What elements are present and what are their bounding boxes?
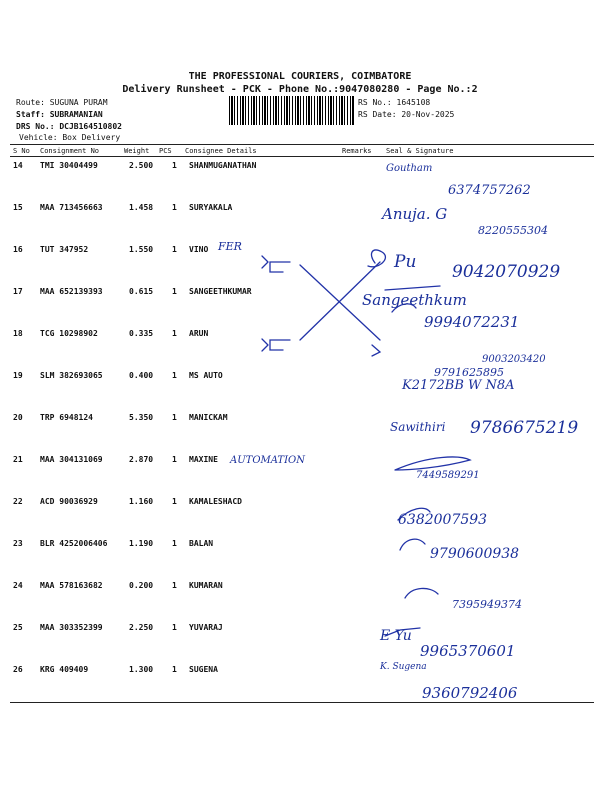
pieces: 1 [172, 287, 177, 296]
handwritten-phone: 8220555304 [478, 224, 548, 237]
drs-number: DRS No.: DCJB164510802 [16, 122, 122, 131]
col-seal-signature: Seal & Signature [386, 147, 454, 155]
pieces: 1 [172, 497, 177, 506]
col-sno: S No [13, 147, 30, 155]
handwritten-name: Anuja. G [382, 205, 448, 223]
vehicle-label: Vehicle: Box Delivery [19, 133, 121, 142]
col-pcs: PCS [159, 147, 172, 155]
handwritten-phone: 6382007593 [398, 512, 488, 528]
consignment-number: ACD 90036929 [40, 497, 98, 506]
weight: 1.300 [129, 665, 154, 674]
consignee-name: ARUN [189, 329, 209, 338]
pieces: 1 [172, 581, 177, 590]
consignment-number: TRP 6948124 [40, 413, 93, 422]
col-consignee: Consignee Details [185, 147, 257, 155]
document-subtitle: Delivery Runsheet - PCK - Phone No.:9047080280 - Page No.:2 [122, 84, 478, 95]
handwritten-note: FER [218, 240, 242, 253]
handwritten-phone: 9042070929 [452, 262, 561, 282]
pieces: 1 [172, 455, 177, 464]
consignment-number: SLM 382693065 [40, 371, 103, 380]
handwritten-name: E Yu [380, 628, 412, 644]
weight: 2.250 [129, 623, 154, 632]
pieces: 1 [172, 329, 177, 338]
consignment-number: TMI 30404499 [40, 161, 98, 170]
consignment-number: TCG 10298902 [40, 329, 98, 338]
handwritten-phone: 7395949374 [452, 598, 522, 611]
serial-number: 18 [13, 329, 23, 338]
consignment-number: MAA 652139393 [40, 287, 103, 296]
pieces: 1 [172, 539, 177, 548]
consignee-name: MANICKAM [189, 413, 228, 422]
serial-number: 20 [13, 413, 23, 422]
rs-number: RS No.: 1645108 [358, 98, 431, 107]
handwritten-note: AUTOMATION [230, 455, 305, 466]
serial-number: 25 [13, 623, 23, 632]
serial-number: 17 [13, 287, 23, 296]
consignee-name: YUVARAJ [189, 623, 223, 632]
serial-number: 26 [13, 665, 23, 674]
consignment-number: MAA 304131069 [40, 455, 103, 464]
handwritten-phone: 9003203420 [482, 354, 546, 365]
col-weight: Weight [124, 147, 150, 155]
handwritten-name: K. Sugena [380, 662, 427, 672]
col-consignment: Consignment No [40, 147, 100, 155]
weight: 0.200 [129, 581, 154, 590]
serial-number: 15 [13, 203, 23, 212]
staff-label: Staff: SUBRAMANIAN [16, 110, 103, 119]
handwritten-phone: 6374757262 [448, 183, 531, 198]
consignee-name: KAMALESHACD [189, 497, 242, 506]
pieces: 1 [172, 245, 177, 254]
consignee-name: MAXINE [189, 455, 218, 464]
weight: 1.160 [129, 497, 154, 506]
document-title: THE PROFESSIONAL COURIERS, COIMBATORE [188, 71, 412, 82]
pieces: 1 [172, 665, 177, 674]
handwritten-name: Sawithiri [390, 420, 446, 434]
handwritten-name: Goutham [386, 163, 433, 174]
consignment-number: MAA 578163682 [40, 581, 103, 590]
consignment-number: TUT 347952 [40, 245, 89, 254]
handwritten-phone: 9790600938 [430, 546, 520, 562]
handwritten-phone: 9360792406 [422, 684, 518, 702]
weight: 1.458 [129, 203, 154, 212]
consignee-name: KUMARAN [189, 581, 223, 590]
pieces: 1 [172, 623, 177, 632]
pieces: 1 [172, 413, 177, 422]
weight: 0.615 [129, 287, 154, 296]
weight: 1.190 [129, 539, 154, 548]
consignee-name: MS AUTO [189, 371, 223, 380]
consignee-name: SUGENA [189, 665, 218, 674]
serial-number: 19 [13, 371, 23, 380]
consignment-number: MAA 713456663 [40, 203, 103, 212]
col-remarks: Remarks [342, 147, 372, 155]
consignment-number: BLR 4252006406 [40, 539, 108, 548]
handwritten-name: K2172BB W N8A [402, 378, 515, 393]
consignee-name: BALAN [189, 539, 214, 548]
consignee-name: SANGEETHKUMAR [189, 287, 252, 296]
consignment-number: KRG 409409 [40, 665, 89, 674]
serial-number: 21 [13, 455, 23, 464]
weight: 0.400 [129, 371, 154, 380]
weight: 1.550 [129, 245, 154, 254]
rs-date: RS Date: 20-Nov-2025 [358, 110, 455, 119]
handwritten-phone: 7449589291 [416, 470, 480, 481]
handwritten-phone: 9786675219 [470, 418, 579, 438]
consignee-name: VINO [189, 245, 209, 254]
handwritten-name: Sangeethkum [362, 291, 467, 309]
pieces: 1 [172, 203, 177, 212]
pieces: 1 [172, 371, 177, 380]
serial-number: 14 [13, 161, 23, 170]
handwritten-phone: 9994072231 [424, 313, 520, 331]
weight: 2.500 [129, 161, 154, 170]
weight: 5.350 [129, 413, 154, 422]
weight: 0.335 [129, 329, 154, 338]
consignee-name: SURYAKALA [189, 203, 233, 212]
serial-number: 24 [13, 581, 23, 590]
weight: 2.870 [129, 455, 154, 464]
serial-number: 22 [13, 497, 23, 506]
serial-number: 23 [13, 539, 23, 548]
pieces: 1 [172, 161, 177, 170]
consignment-number: MAA 303352399 [40, 623, 103, 632]
handwritten-phone: 9791625895 [434, 366, 504, 379]
handwritten-name: Pu [394, 252, 417, 272]
serial-number: 16 [13, 245, 23, 254]
consignee-name: SHANMUGANATHAN [189, 161, 257, 170]
handwritten-phone: 9965370601 [420, 642, 516, 660]
route-label: Route: SUGUNA PURAM [16, 98, 108, 107]
